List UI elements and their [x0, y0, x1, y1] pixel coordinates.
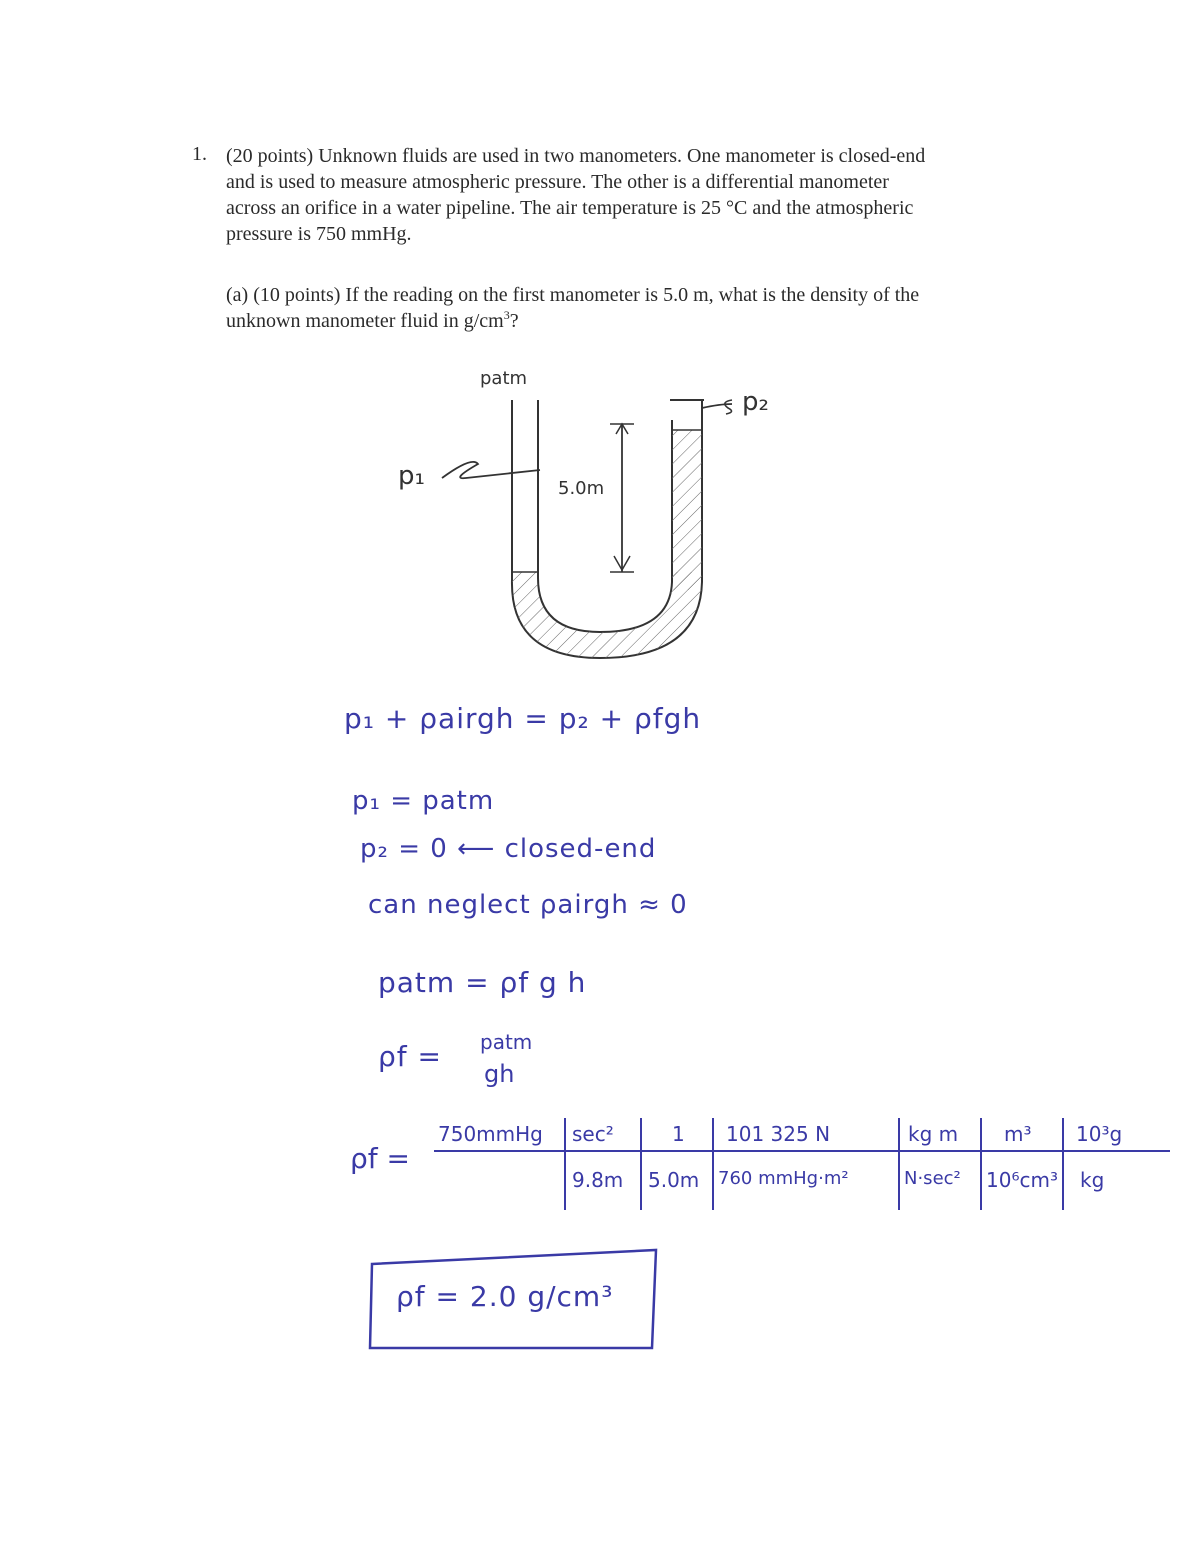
label-p2: p₂ [742, 387, 769, 417]
conversion-lhs: ρf = [350, 1142, 410, 1175]
conv-numerator: 1 [672, 1122, 685, 1146]
conv-denominator: N·sec² [904, 1168, 961, 1189]
unit-conversion [350, 1110, 1170, 1220]
column-divider [1062, 1118, 1064, 1210]
conv-denominator: 9.8m [572, 1168, 624, 1192]
neglect-note: can neglect ρairgh ≈ 0 [368, 890, 688, 920]
conv-numerator: sec² [572, 1122, 614, 1146]
manometer-diagram [380, 360, 820, 660]
problem-number: 1. [192, 143, 207, 165]
part-a-question [226, 282, 1056, 334]
label-height: 5.0m [558, 478, 605, 499]
column-divider [980, 1118, 982, 1210]
conv-numerator: kg m [908, 1122, 959, 1146]
part-a-exponent: 3 [503, 308, 510, 322]
conv-numerator: 101 325 N [726, 1122, 831, 1146]
column-divider [898, 1118, 900, 1210]
part-a-text-end: ? [509, 310, 519, 332]
problem-line: across an orifice in a water pipeline. The air temperature is 25 °C and the atmospheric [226, 197, 914, 219]
problem-line: (20 points) Unknown fluids are used in two manometers. One manometer is closed-end [226, 145, 926, 167]
rho-fraction-lhs: ρf = [378, 1040, 442, 1073]
conv-denominator: 10⁶cm³ [986, 1168, 1058, 1192]
equation-p2: p₂ = 0 ⟵ closed-end [360, 834, 657, 864]
equation-balance: p₁ + ρairgh = p₂ + ρfgh [344, 702, 702, 735]
equation-patm: patm = ρf g h [378, 966, 587, 999]
label-patm: patm [480, 368, 528, 389]
part-a-line: (a) (10 points) If the reading on the first manometer is 5.0 m, what is the density of the [226, 284, 920, 306]
column-divider [640, 1118, 642, 1210]
problem-line: and is used to measure atmospheric pressure. The other is a differential manometer [226, 171, 889, 193]
conv-numerator: 10³g [1076, 1122, 1123, 1146]
problem-line: pressure is 750 mmHg. [226, 223, 412, 245]
rho-fraction-numerator: patm [480, 1030, 533, 1054]
part-a-text: unknown manometer fluid in g/cm [226, 310, 504, 332]
conv-denominator: kg [1080, 1168, 1105, 1192]
fraction-bar [434, 1150, 1170, 1152]
column-divider [712, 1118, 714, 1210]
column-divider [564, 1118, 566, 1210]
conv-denominator: 5.0m [648, 1168, 700, 1192]
label-p1: p₁ [398, 461, 425, 491]
conv-denominator: 760 mmHg·m² [718, 1168, 849, 1189]
conv-numerator: 750mmHg [438, 1122, 543, 1146]
conv-numerator: m³ [1004, 1122, 1032, 1146]
rho-fraction-denominator: gh [484, 1060, 515, 1088]
equation-p1: p₁ = patm [352, 786, 495, 816]
part-a-line [226, 308, 1056, 334]
problem-statement [226, 143, 1056, 247]
final-answer: ρf = 2.0 g/cm³ [396, 1280, 614, 1313]
